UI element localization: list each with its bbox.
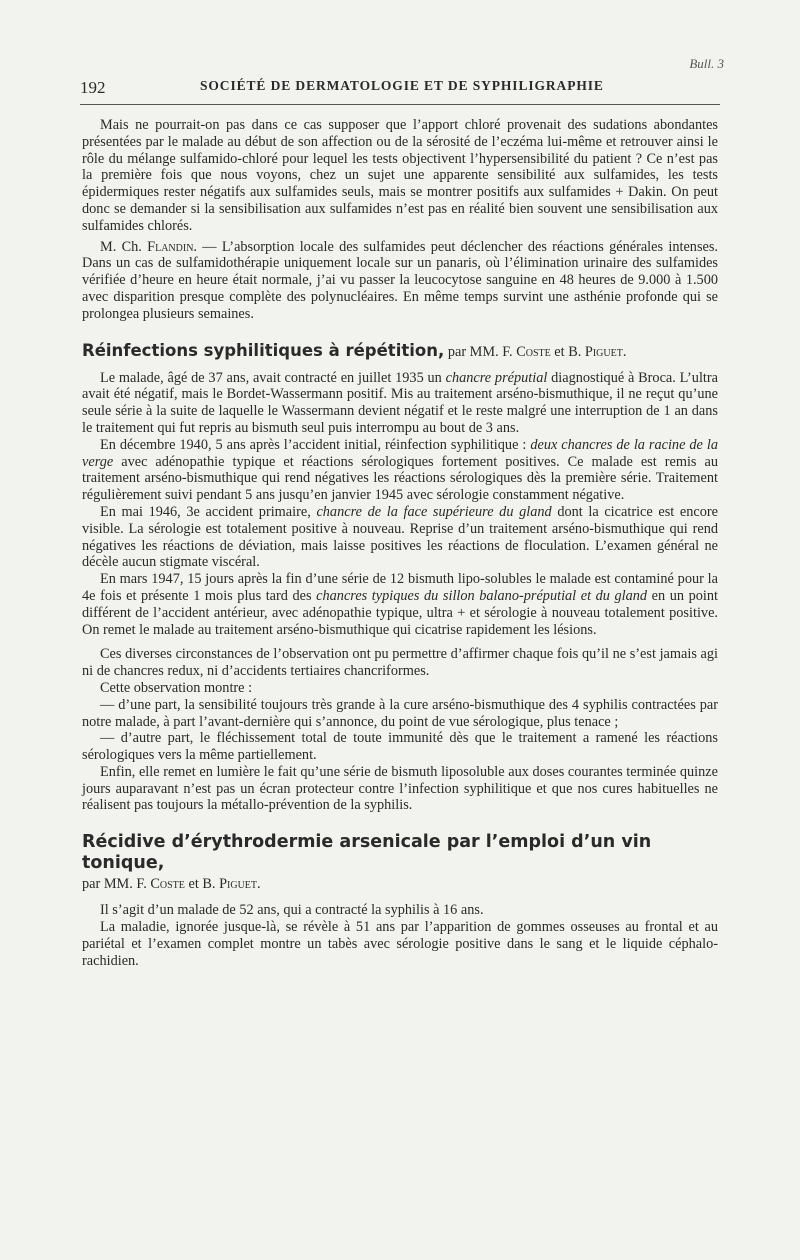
section-1-paragraph-5: Ces diverses circonstances de l’observation ont pu permettre d’affirmer chaque fois qu’il ne s’est jamais agi ni de chancres redux, ni d’accidents tertiaires chancriformes.	[82, 646, 718, 680]
section-1-paragraph-8: — d’autre part, le fléchissement total de toute immunité dès que le traitement a ramené les réactions sérologiques vers la même partiellement.	[82, 730, 718, 764]
section-1-title: Réinfections syphilitiques à répétition,	[82, 340, 445, 360]
section-1-paragraph-3: En mai 1946, 3e accident primaire, chancre de la face supérieure du gland dont la cicatrice est encore visible. La sérologie est totalement positive à nouveau. Reprise d’un traitement arséno-bismuthique qui rend négatives les réactions de déviation, mais laisse positives les réactions de floculation. L’examen général ne décèle aucun stigmate viscéral.	[82, 503, 718, 571]
discussion-paragraph-2	[82, 239, 718, 323]
discussion-paragraph-1: Mais ne pourrait-on pas dans ce cas supposer que l’apport chloré provenait des sudations abondantes présentées par le malade au début de son affection ou de la sérosité de l’eczéma lui-même et retrouver ainsi le rôle du mélange sulfamido-chloré pour lequel les tests objectivent l’hypersensibilité du patient ? Ce n’est pas la première fois que nous voyons, chez un sujet une apparente sensibilité aux sulfamides, les tests épidermiques rester négatifs aux sulfamides seuls, mais se montrer positifs aux sulfamides + Dakin. On peut donc se demander si la sensibilisation aux sulfamides n’est pas en réalité bien souvent une sensibilisation aux sulfamides chlorés.	[82, 117, 718, 234]
section-1-author-1: Coste	[516, 343, 551, 360]
section-2-paragraph-2: La maladie, ignorée jusque-là, se révèle à 51 ans par l’apparition de gommes osseuses au frontal et au pariétal et l’examen complet montre un tabès avec sérologie positive dans le sang et le liquide céphalo-rachidien.	[82, 919, 718, 969]
section-1-paragraph-7: — d’une part, la sensibilité toujours très grande à la cure arséno-bismuthique des 4 syphilis contractées par notre malade, à part l’avant-dernière qui s’annonce, du point de vue sérologique, plus tenace ;	[82, 696, 718, 730]
section-2-author-1: Coste	[150, 876, 185, 893]
page-number: 192	[80, 78, 106, 97]
section-1-paragraph-4: En mars 1947, 15 jours après la fin d’une série de 12 bismuth lipo-solubles le malade est contaminé pour la 4e fois et présente 1 mois plus tard des chancres typiques du sillon balano-préputial et du gland en un point différent de l’accident antérieur, avec adénopathie typique, ultra + et sérologie à nouveau totalement positive. On remet le malade au traitement arséno-bismuthique qui cicatrise rapidement les lésions.	[82, 571, 718, 638]
section-2-title: Récidive d’érythrodermie arsenicale par l’emploi d’un vin tonique,	[82, 832, 652, 874]
speaker-name: Flandin	[147, 238, 194, 255]
text-column	[82, 117, 718, 969]
bulletin-annotation: Bull. 3	[689, 56, 724, 71]
section-1-author-2: Piguet	[584, 343, 623, 360]
speaker-prefix: M. Ch.	[100, 238, 148, 255]
section-2-heading: Récidive d’érythrodermie arsenicale par l’emploi d’un vin tonique, par MM. F. Coste et B. Piguet.	[82, 832, 652, 893]
section-1-paragraph-6: Cette observation montre :	[100, 679, 253, 696]
section-1-heading: Réinfections syphilitiques à répétition, par MM. F. Coste et B. Piguet.	[82, 340, 627, 360]
header-rule	[80, 104, 720, 105]
discussion-paragraph-2-text: . — L’absorption locale des sulfamides peut déclencher des réactions générales intenses. Dans un cas de sulfamidothérapie uniquement locale sur un panaris, où l’élimination urinaire des sulfamides vérifiée d’heure en heure était normale, j’ai vu passer la leucocytose sanguine en 48 heures de 9.000 à 1.500 avec disparition presque complète des polynucléaires. En même temps survint une asthénie profonde qui se prolongea plusieurs semaines.	[82, 238, 718, 322]
section-2-paragraph-1: Il s’agit d’un malade de 52 ans, qui a contracté la syphilis à 16 ans.	[100, 902, 484, 919]
section-2-author-2: Piguet	[219, 876, 258, 893]
section-1-paragraph-9: Enfin, elle remet en lumière le fait qu’une série de bismuth liposoluble aux doses courantes terminée quinze jours auparavant n’est pas un écran protecteur contre l’infection syphilitique et que nos cures habituelles ne réalisent pas toujours la métallo-prévention de la syphilis.	[82, 763, 718, 814]
journal-title: SOCIÉTÉ DE DERMATOLOGIE ET DE SYPHILIGRAPHIE	[200, 78, 604, 93]
running-head	[80, 74, 720, 102]
section-1-paragraph-2: En décembre 1940, 5 ans après l’accident initial, réinfection syphilitique : deux chancres de la racine de la verge avec adénopathie typique et réactions sérologiques fortement positives. Ce malade est remis au traitement arséno-bismuthique qui rend négatives les réactions sérologiques dès la première série. Traitement régulièrement suivi pendant 5 ans jusqu’en janvier 1945 avec sérologie constamment négative.	[82, 436, 718, 504]
section-1-paragraph-1: Le malade, âgé de 37 ans, avait contracté en juillet 1935 un chancre préputial diagnostiqué à Broca. L’ultra avait été négatif, mais le Bordet-Wassermann positif. Mis au traitement arséno-bismuthique, il ne reçut qu’une seule série à la suite de laquelle le Wassermann devient négatif et le reste malgré une interruption de 1 an dans le traitement qui fut repris au bismuth seul puis interrompu au bout de 3 ans.	[82, 369, 719, 436]
